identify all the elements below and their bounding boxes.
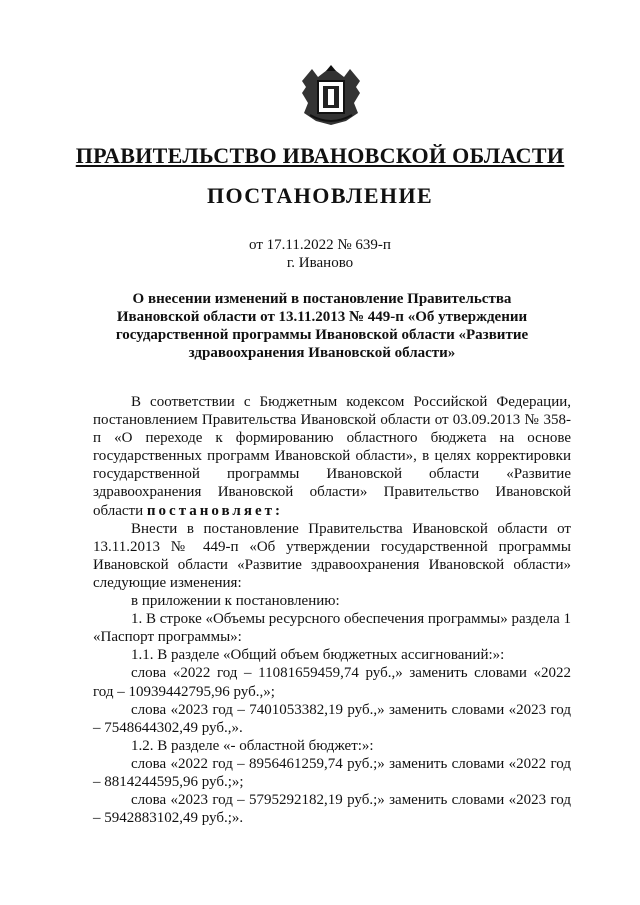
paragraph: 1.1. В разделе «Общий объем бюджетных ассигнований:»:: [131, 647, 505, 664]
paragraph: Внести в постановление Правительства Ивановской области от 13.11.2013 № 449-п «Об утверждении государственной программы Ивановской области «Развитие здравоохранения Ивановской области» следующие изменения:: [93, 520, 571, 591]
paragraph: в приложении к постановлению:: [131, 593, 340, 610]
document-body: [93, 393, 571, 827]
coat-of-arms-icon: [296, 63, 366, 127]
preamble-text: В соответствии с Бюджетным кодексом Российской Федерации, постановлением Правительства Ивановской области от 03.09.2013 № 358-п «О переходе к формированию областного бюджета на основе государственных программ Ивановской области», в целях корректировки государственной программы Ивановской области «Развитие здравоохранения Ивановской области» Правительство Ивановской области: [93, 394, 571, 519]
paragraph: слова «2022 год – 8956461259,74 руб.;» заменить словами «2022 год – 8814244595,96 руб.;»;: [93, 755, 571, 790]
document-type-heading: ПОСТАНОВЛЕНИЕ: [206, 183, 434, 208]
title-line: Ивановской области от 13.11.2013 № 449-п «Об утверждении: [116, 309, 528, 325]
organization-heading: ПРАВИТЕЛЬСТВО ИВАНОВСКОЙ ОБЛАСТИ: [75, 143, 565, 168]
title-line: государственной программы Ивановской области «Развитие: [115, 327, 529, 343]
document-title: [112, 290, 532, 362]
date-number: от 17.11.2022 № 639-п: [249, 237, 391, 253]
paragraph: 1.2. В разделе «- областной бюджет:»:: [131, 737, 374, 754]
title-line: здравоохранения Ивановской области»: [188, 345, 456, 361]
preamble-paragraph: [93, 393, 571, 520]
paragraph: слова «2023 год – 7401053382,19 руб.,» заменить словами «2023 год – 7548644302,49 руб.,».: [93, 701, 571, 736]
city: г. Иваново: [286, 255, 354, 271]
title-line: О внесении изменений в постановление Правительства: [132, 291, 512, 307]
decree-word: постановляет:: [146, 502, 283, 519]
paragraph: слова «2022 год – 11081659459,74 руб.,» заменить словами «2022 год – 10939442795,96 руб.,»;: [93, 665, 571, 700]
paragraph: 1. В строке «Объемы ресурсного обеспечения программы» раздела 1 «Паспорт программы»:: [93, 611, 571, 646]
paragraph: слова «2023 год – 5795292182,19 руб.;» заменить словами «2023 год – 5942883102,49 руб.;».: [93, 792, 571, 827]
